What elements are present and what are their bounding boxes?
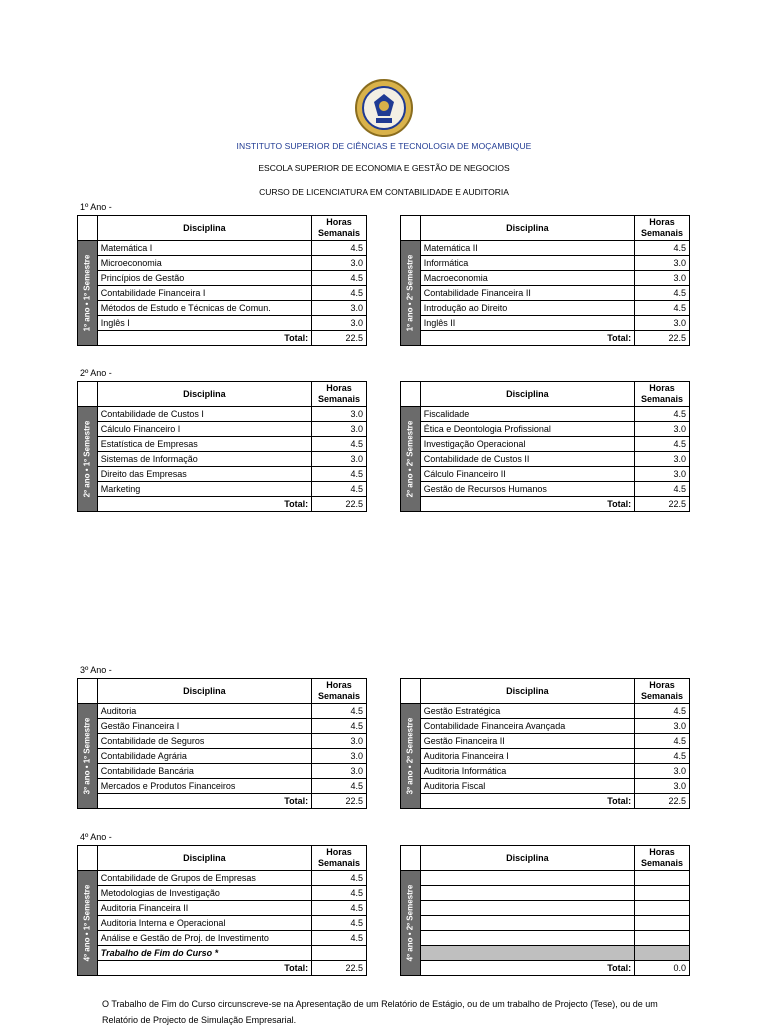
hours-cell: 3.0 [635,256,690,271]
table-row [78,871,367,886]
subject-cell: Trabalho de Fim do Curso * [97,946,311,961]
table-row [78,779,367,794]
subject-cell: Gestão de Recursos Humanos [420,482,634,497]
hours-cell: 3.0 [312,316,367,331]
year-label: 2º Ano - [80,368,112,378]
semester2-table [400,215,690,346]
page-header [0,78,768,151]
hours-cell: 4.5 [312,719,367,734]
subject-cell: Contabilidade de Seguros [97,734,311,749]
table-row [401,316,690,331]
semester-side-text: 4º ano • 2º Semestre [405,884,415,962]
hours-cell [635,871,690,886]
table-row [78,422,367,437]
subject-cell: Auditoria [97,704,311,719]
column-header-subject: Disciplina [97,846,311,871]
table-row [78,734,367,749]
table-row [78,316,367,331]
total-label: Total: [97,331,311,346]
total-label: Total: [420,497,634,512]
subject-cell: Contabilidade Bancária [97,764,311,779]
hours-cell: 3.0 [635,316,690,331]
hours-cell: 4.5 [635,437,690,452]
subject-cell: Metodologias de Investigação [97,886,311,901]
hours-cell: 3.0 [635,719,690,734]
table-row [401,437,690,452]
total-label: Total: [420,794,634,809]
table-row [401,946,690,961]
subject-cell: Macroeconomia [420,271,634,286]
hours-cell [635,901,690,916]
column-header-hours: Horas Semanais [635,679,690,704]
semester-side-text: 4º ano • 1º Semestre [82,884,92,962]
hours-cell [635,916,690,931]
total-row [401,331,690,346]
subject-cell: Contabilidade Financeira Avançada [420,719,634,734]
subject-cell: Inglês II [420,316,634,331]
hours-cell: 3.0 [635,422,690,437]
total-value: 22.5 [312,497,367,512]
column-header-subject: Disciplina [97,679,311,704]
hours-cell [635,886,690,901]
column-header-hours: Horas Semanais [635,382,690,407]
institute-name: INSTITUTO SUPERIOR DE CIÊNCIAS E TECNOLOGIA DE MOÇAMBIQUE [236,141,532,151]
hours-cell: 3.0 [312,749,367,764]
header-corner [78,846,98,871]
header-corner [78,382,98,407]
column-header-subject: Disciplina [420,216,634,241]
table-row [401,482,690,497]
subject-cell: Contabilidade de Custos II [420,452,634,467]
total-value: 22.5 [312,331,367,346]
subject-cell [420,946,634,961]
table-row [401,271,690,286]
table-row [78,931,367,946]
subject-cell: Contabilidade de Custos I [97,407,311,422]
table-row [78,301,367,316]
hours-cell: 3.0 [635,452,690,467]
hours-cell: 4.5 [312,704,367,719]
hours-cell [312,946,367,961]
total-label: Total: [97,961,311,976]
hours-cell [635,946,690,961]
hours-cell: 3.0 [312,301,367,316]
table-row [401,734,690,749]
subject-cell: Contabilidade Financeira II [420,286,634,301]
column-header-subject: Disciplina [420,846,634,871]
total-value: 22.5 [635,497,690,512]
table-row [78,452,367,467]
header-corner [401,382,421,407]
table-row [401,916,690,931]
year-label: 3º Ano - [80,665,112,675]
table-row [78,482,367,497]
subject-cell: Matemática II [420,241,634,256]
hours-cell: 4.5 [312,271,367,286]
table-row [78,749,367,764]
hours-cell: 3.0 [312,407,367,422]
semester-side-label [78,241,98,346]
table-row [78,437,367,452]
column-header-subject: Disciplina [420,382,634,407]
hours-cell: 4.5 [635,286,690,301]
subject-cell: Análise e Gestão de Proj. de Investimento [97,931,311,946]
table-row [401,704,690,719]
subject-cell: Cálculo Financeiro I [97,422,311,437]
subject-cell: Marketing [97,482,311,497]
subject-cell: Auditoria Financeira I [420,749,634,764]
total-row [78,961,367,976]
table-row [78,407,367,422]
hours-cell: 4.5 [635,749,690,764]
subject-cell: Estatística de Empresas [97,437,311,452]
hours-cell: 4.5 [312,871,367,886]
table-row [78,704,367,719]
hours-cell: 3.0 [312,452,367,467]
total-value: 22.5 [635,794,690,809]
school-name: ESCOLA SUPERIOR DE ECONOMIA E GESTÃO DE NEGOCIOS [258,163,510,173]
column-header-hours: Horas Semanais [312,382,367,407]
hours-cell: 4.5 [312,901,367,916]
hours-cell: 4.5 [312,437,367,452]
total-value: 0.0 [635,961,690,976]
hours-cell: 4.5 [635,734,690,749]
subject-cell: Informática [420,256,634,271]
course-name: CURSO DE LICENCIATURA EM CONTABILIDADE E AUDITORIA [259,187,509,197]
total-label: Total: [420,961,634,976]
total-row [401,497,690,512]
header-corner [78,216,98,241]
subject-cell: Direito das Empresas [97,467,311,482]
subject-cell: Mercados e Produtos Financeiros [97,779,311,794]
column-header-hours: Horas Semanais [312,216,367,241]
table-row [78,901,367,916]
table-row [401,422,690,437]
footnote: O Trabalho de Fim do Curso circunscreve-se na Apresentação de um Relatório de Estágio, ou de um trabalho de Projecto (Tese), ou de um Relatório de Projecto de Simulação Empresarial. [102,999,658,1025]
table-row [401,467,690,482]
hours-cell: 4.5 [635,301,690,316]
table-row [401,452,690,467]
semester-side-label [401,407,421,512]
subject-cell: Auditoria Financeira II [97,901,311,916]
total-label: Total: [97,794,311,809]
table-row [401,779,690,794]
semester-side-text: 3º ano • 2º Semestre [405,717,415,795]
year-label: 4º Ano - [80,832,112,842]
table-row [401,301,690,316]
table-row [78,764,367,779]
hours-cell: 3.0 [635,271,690,286]
subject-cell: Gestão Estratégica [420,704,634,719]
table-row [401,931,690,946]
semester2-table [400,845,690,976]
header-corner [401,679,421,704]
hours-cell: 3.0 [635,779,690,794]
semester2-table [400,381,690,512]
semester-side-text: 2º ano • 1º Semestre [82,420,92,498]
subject-cell: Contabilidade de Grupos de Empresas [97,871,311,886]
column-header-subject: Disciplina [420,679,634,704]
semester-side-label [78,407,98,512]
semester-side-text: 2º ano • 2º Semestre [405,420,415,498]
total-row [78,331,367,346]
hours-cell: 4.5 [312,779,367,794]
subject-cell [420,886,634,901]
subject-cell: Auditoria Fiscal [420,779,634,794]
table-row [401,749,690,764]
semester-side-text: 1º ano • 1º Semestre [82,254,92,332]
total-row [401,794,690,809]
subject-cell: Contabilidade Financeira I [97,286,311,301]
total-value: 22.5 [312,794,367,809]
total-row [78,497,367,512]
hours-cell [635,931,690,946]
hours-cell: 3.0 [312,764,367,779]
semester-side-label [401,241,421,346]
column-header-hours: Horas Semanais [635,846,690,871]
semester-side-label [78,704,98,809]
table-row [78,241,367,256]
hours-cell: 4.5 [312,467,367,482]
semester1-table [77,381,367,512]
total-row [78,794,367,809]
semester1-table [77,215,367,346]
hours-cell: 4.5 [312,482,367,497]
hours-cell: 4.5 [312,241,367,256]
header-corner [401,216,421,241]
subject-cell [420,901,634,916]
subject-cell: Inglês I [97,316,311,331]
column-header-hours: Horas Semanais [635,216,690,241]
subject-cell: Métodos de Estudo e Técnicas de Comun. [97,301,311,316]
subject-cell: Ética e Deontologia Profissional [420,422,634,437]
table-row [401,886,690,901]
subject-cell: Princípios de Gestão [97,271,311,286]
hours-cell: 4.5 [312,916,367,931]
subject-cell: Contabilidade Agrária [97,749,311,764]
table-row [401,256,690,271]
table-row [401,407,690,422]
total-row [401,961,690,976]
table-row [401,871,690,886]
header-corner [78,679,98,704]
subject-cell: Gestão Financeira I [97,719,311,734]
semester1-table [77,845,367,976]
subject-cell: Microeconomia [97,256,311,271]
hours-cell: 3.0 [312,256,367,271]
hours-cell: 3.0 [635,764,690,779]
table-row [401,901,690,916]
table-row [78,946,367,961]
table-row [78,886,367,901]
total-label: Total: [420,331,634,346]
header-corner [401,846,421,871]
semester2-table [400,678,690,809]
subject-cell: Fiscalidade [420,407,634,422]
hours-cell: 4.5 [635,407,690,422]
total-value: 22.5 [635,331,690,346]
table-row [401,719,690,734]
total-value: 22.5 [312,961,367,976]
table-row [401,764,690,779]
column-header-subject: Disciplina [97,216,311,241]
hours-cell: 4.5 [312,931,367,946]
subject-cell [420,871,634,886]
institute-logo [354,78,414,138]
hours-cell: 4.5 [312,886,367,901]
table-row [78,467,367,482]
subject-cell [420,931,634,946]
subject-cell: Matemática I [97,241,311,256]
semester-side-text: 1º ano • 2º Semestre [405,254,415,332]
subject-cell: Investigação Operacional [420,437,634,452]
hours-cell: 3.0 [635,467,690,482]
column-header-hours: Horas Semanais [312,846,367,871]
subject-cell: Auditoria Interna e Operacional [97,916,311,931]
semester-side-label [78,871,98,976]
table-row [78,271,367,286]
hours-cell: 3.0 [312,422,367,437]
year-label: 1º Ano - [80,202,112,212]
hours-cell: 4.5 [635,704,690,719]
table-row [78,256,367,271]
table-row [78,286,367,301]
semester1-table [77,678,367,809]
table-row [78,719,367,734]
subject-cell: Gestão Financeira II [420,734,634,749]
semester-side-text: 3º ano • 1º Semestre [82,717,92,795]
table-row [401,286,690,301]
subject-cell: Auditoria Informática [420,764,634,779]
table-row [78,916,367,931]
semester-side-label [401,871,421,976]
subject-cell: Cálculo Financeiro II [420,467,634,482]
semester-side-label [401,704,421,809]
subject-cell [420,916,634,931]
column-header-hours: Horas Semanais [312,679,367,704]
subject-cell: Sistemas de Informação [97,452,311,467]
subject-cell: Introdução ao Direito [420,301,634,316]
total-label: Total: [97,497,311,512]
table-row [401,241,690,256]
hours-cell: 4.5 [635,482,690,497]
hours-cell: 4.5 [312,286,367,301]
column-header-subject: Disciplina [97,382,311,407]
hours-cell: 3.0 [312,734,367,749]
hours-cell: 4.5 [635,241,690,256]
